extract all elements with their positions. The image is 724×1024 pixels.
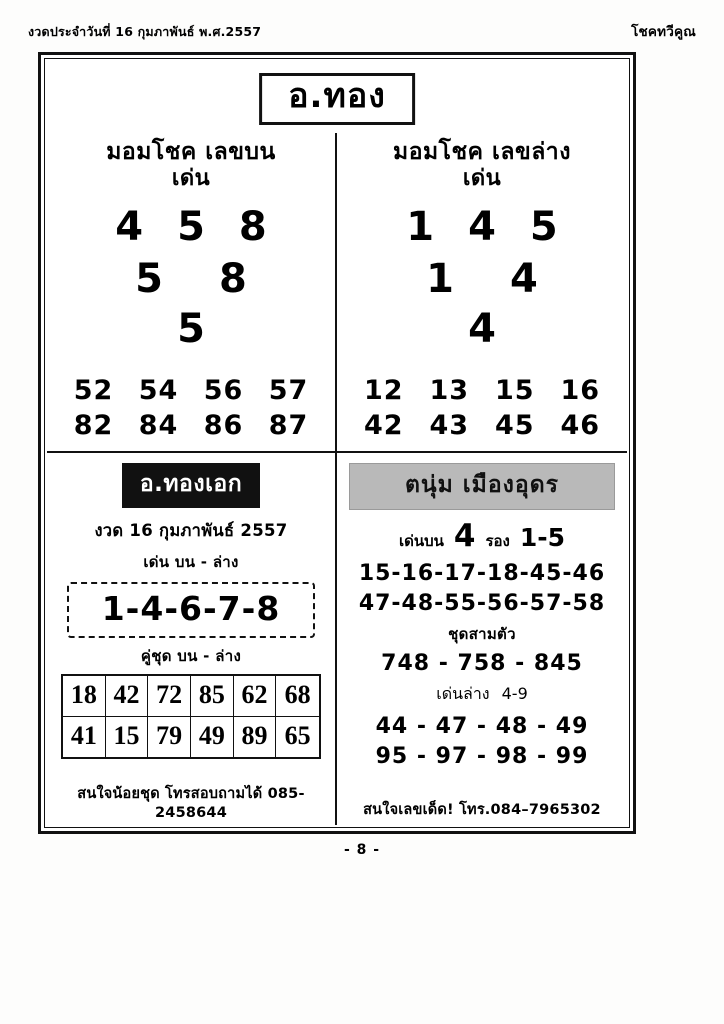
grid-cell: 85: [191, 676, 234, 717]
top-right-column: [337, 133, 627, 451]
grid-cell: 68: [276, 676, 319, 717]
pair: 54: [138, 375, 179, 406]
digit: 4: [468, 306, 496, 353]
pair: 43: [429, 410, 470, 441]
grid-cell: 89: [234, 717, 277, 757]
pair: 16: [560, 375, 601, 406]
label-lower-pick: เด่นล่าง: [436, 684, 490, 703]
pair: 42: [363, 410, 404, 441]
pair: 15: [494, 375, 535, 406]
header-publication: โชคทวีคูณ: [631, 24, 696, 40]
top-left-heading: [47, 139, 335, 192]
pair: 57: [268, 375, 309, 406]
top-left-heading-main: มอมโชค เลขบน: [106, 139, 276, 165]
digit: 8: [219, 256, 247, 303]
top-left-pairs-row2: [47, 410, 335, 441]
top-left-row2: [47, 256, 335, 302]
grid-cell: 42: [106, 676, 149, 717]
grid-cell: 79: [148, 717, 191, 757]
top-left-row1: [47, 204, 335, 250]
top-right-heading-sub: เด่น: [462, 166, 502, 192]
bottom-right-top-row: [337, 518, 627, 554]
sheet-title: อ.ทอง: [259, 73, 415, 125]
grid-cell: 62: [234, 676, 277, 717]
digit: 1: [426, 256, 454, 303]
bottom-right-line3: 44 - 47 - 48 - 49: [375, 714, 589, 739]
lottery-sheet: [38, 52, 636, 834]
top-right-row2: [337, 256, 627, 302]
pair: 87: [268, 410, 309, 441]
top-right-heading: [337, 139, 627, 192]
pair: 82: [73, 410, 114, 441]
page-header: [28, 20, 696, 42]
bottom-left-number-grid: [61, 674, 321, 759]
digit: 4: [115, 204, 144, 251]
top-right-row1: [337, 204, 627, 250]
bottom-right-line4: 95 - 97 - 98 - 99: [375, 744, 589, 769]
label-top-pick: เด่นบน: [398, 532, 444, 550]
bottom-right-lower-row: [337, 682, 627, 707]
pair: 46: [560, 410, 601, 441]
top-left-pairs: [47, 375, 335, 445]
pair: 12: [363, 375, 404, 406]
bottom-section: [47, 453, 627, 825]
digit: 4: [510, 256, 538, 303]
digit: 1: [406, 204, 435, 251]
bottom-left-main-numbers: 1-4-6-7-8: [67, 582, 315, 638]
grid-cell: 18: [63, 676, 106, 717]
secondary-range: 1-5: [519, 523, 566, 552]
top-left-heading-sub: เด่น: [171, 166, 211, 192]
grid-cell: 41: [63, 717, 106, 757]
bottom-right-column: [337, 453, 627, 825]
pair: 13: [429, 375, 470, 406]
top-right-row3: [337, 306, 627, 352]
top-right-pairs: [337, 375, 627, 445]
grid-cell: 15: [106, 717, 149, 757]
bottom-left-label-pairs: คู่ชุด บน - ล่าง: [140, 647, 242, 665]
bottom-left-contact: สนใจน้อยชุด โทรสอบถามได้ 085-2458644: [77, 786, 305, 821]
pair: 84: [138, 410, 179, 441]
grid-cell: 72: [148, 676, 191, 717]
pair: 45: [494, 410, 535, 441]
digit: 5: [529, 204, 558, 251]
top-pick-digit: 4: [453, 518, 476, 554]
label-secondary: รอง: [485, 532, 510, 550]
bottom-right-set-line: 748 - 758 - 845: [381, 651, 583, 676]
top-left-column: [47, 133, 337, 451]
bottom-right-contact: สนใจเลขเด็ด! โทร.084–7965302: [363, 802, 601, 818]
grid-cell: 65: [284, 721, 311, 750]
top-left-row3: [47, 306, 335, 352]
digit: 5: [177, 306, 205, 353]
digit: 5: [135, 256, 163, 303]
top-right-pairs-row1: [337, 375, 627, 406]
pair: 86: [203, 410, 244, 441]
lower-pick-digits: 4-9: [501, 684, 528, 703]
bottom-left-column: [47, 453, 337, 825]
top-section: [47, 133, 627, 451]
bottom-left-banner: อ.ทองเอก: [122, 463, 260, 508]
digit: 8: [238, 204, 267, 251]
digit: 4: [468, 204, 496, 251]
page-number: - 8 -: [343, 842, 381, 858]
header-date: งวดประจำวันที่ 16 กุมภาพันธ์ พ.ศ.2557: [28, 24, 262, 39]
digit: 5: [177, 204, 205, 251]
pair: 52: [73, 375, 114, 406]
top-right-pairs-row2: [337, 410, 627, 441]
top-right-heading-main: มอมโชค เลขล่าง: [393, 139, 571, 165]
bottom-right-line2: 47-48-55-56-57-58: [358, 591, 606, 616]
bottom-left-label-top: เด่น บน - ล่าง: [143, 553, 239, 571]
bottom-right-set-label: ชุดสามตัว: [448, 625, 516, 643]
bottom-left-date: งวด 16 กุมภาพันธ์ 2557: [94, 521, 288, 540]
pair: 56: [203, 375, 244, 406]
bottom-right-line1: 15-16-17-18-45-46: [358, 561, 606, 586]
grid-cell: 49: [191, 717, 234, 757]
bottom-right-banner: ตนุ่ม เมืองอุดร: [349, 463, 616, 510]
top-left-pairs-row1: [47, 375, 335, 406]
